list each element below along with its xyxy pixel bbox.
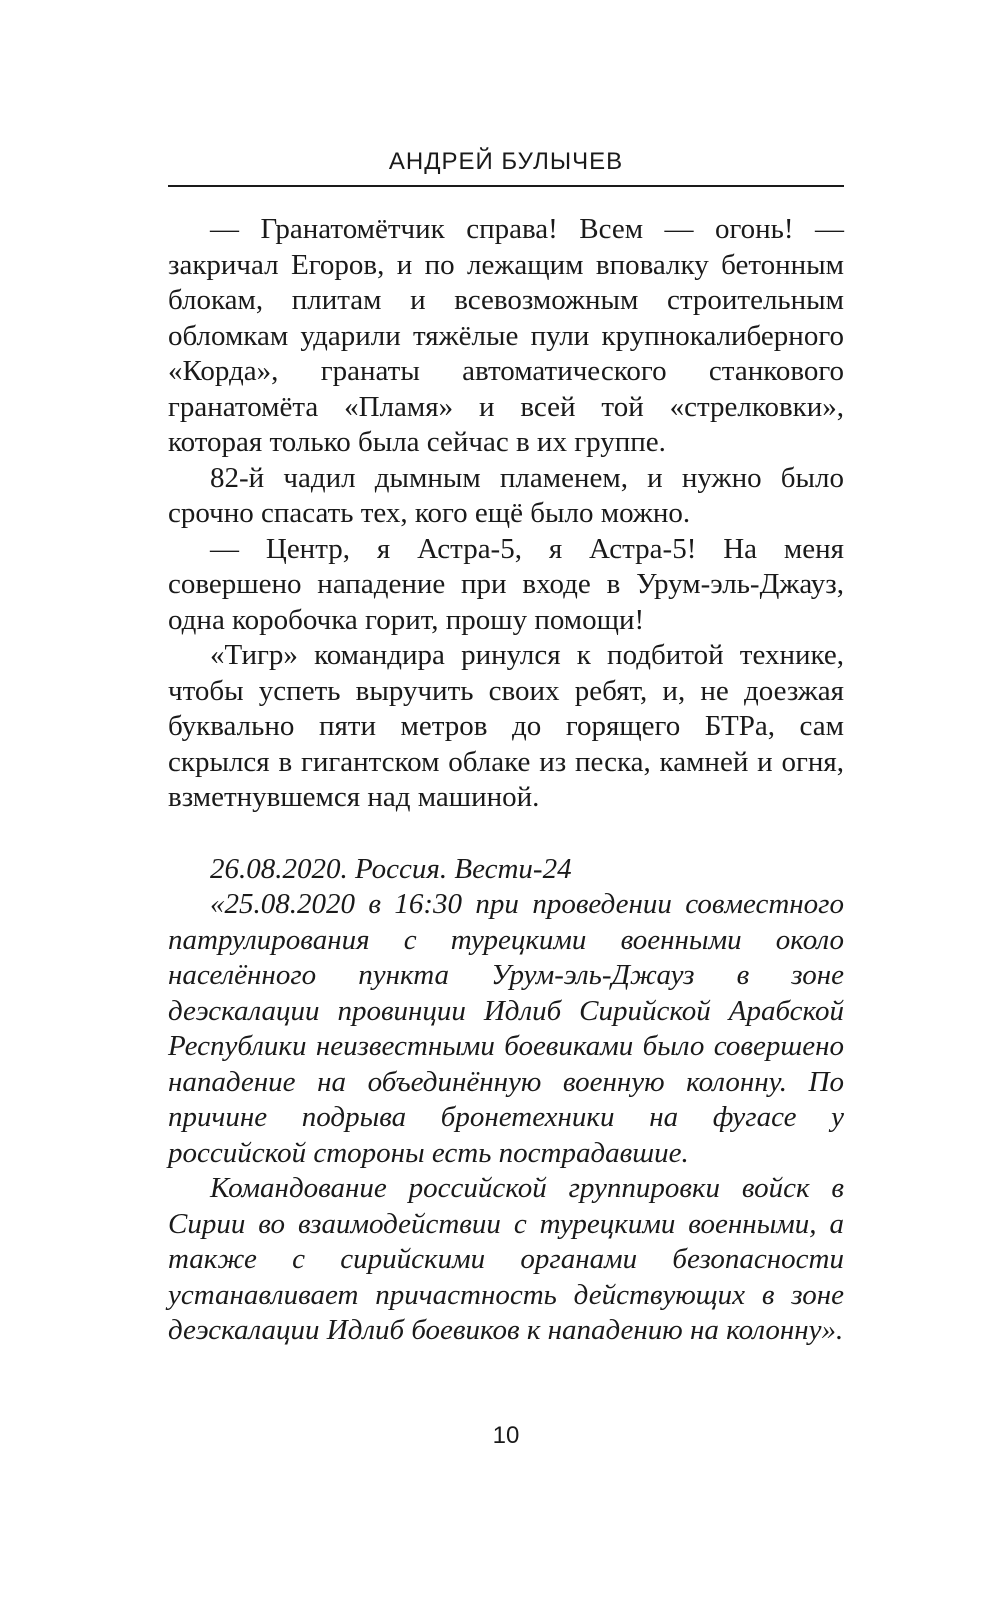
body-text xyxy=(168,212,844,1349)
paragraph-tigr: «Тигр» командира ринулся к подбитой технике, чтобы успеть выручить своих ребят, и, не доезжая буквально пяти метров до горящего БТРа, сам скрылся в гигантском облаке из песка, камней и огня, взметнувшемся над машиной. xyxy=(168,639,844,813)
news-excerpt xyxy=(168,852,844,1349)
paragraph-radio-call: — Центр, я Астра-5, я Астра-5! На меня совершено нападение при входе в Урум-эль-Джауз, одна коробочка горит, прошу помощи! xyxy=(168,532,844,636)
paragraph-grenadier: — Гранатомётчик справа! Всем — огонь! — закричал Егоров, и по лежащим вповалку бетонным блокам, плитам и всевозможным строительным обломкам ударили тяжёлые пули крупнокалиберного «Корда», гранаты автоматического станкового гранатомёта «Пламя» и всей той «стрелковки», которая только была сейчас в их группе. xyxy=(168,213,844,458)
header-rule xyxy=(168,185,844,187)
paragraph-82-burning: 82-й чадил дымным пламенем, и нужно было срочно спасать тех, кого ещё было можно. xyxy=(168,461,844,529)
section-gap xyxy=(168,816,844,852)
news-dateline: 26.08.2020. Россия. Вести-24 xyxy=(210,852,572,885)
news-paragraph-command: Командование российской группировки войск в Сирии во взаимодействии с турецкими военными, а также с сирийскими органами безопасности устанавливает причастность действующих в зоне деэскалации Идлиб боевиков к нападению на колонну». xyxy=(168,1172,844,1346)
running-head-author: АНДРЕЙ БУЛЫЧЕВ xyxy=(388,148,624,175)
news-paragraph-attack: «25.08.2020 в 16:30 при проведении совместного патрулирования с турецкими военными около населённого пункта Урум-эль-Джауз в зоне деэскалации провинции Идлиб Сирийской Арабской Республики неизвестными боевиками было совершено нападение на объединённую военную колонну. По причине подрыва бронетехники на фугасе у российской стороны есть пострадавшие. xyxy=(168,888,844,1169)
page-number: 10 xyxy=(492,1422,520,1449)
